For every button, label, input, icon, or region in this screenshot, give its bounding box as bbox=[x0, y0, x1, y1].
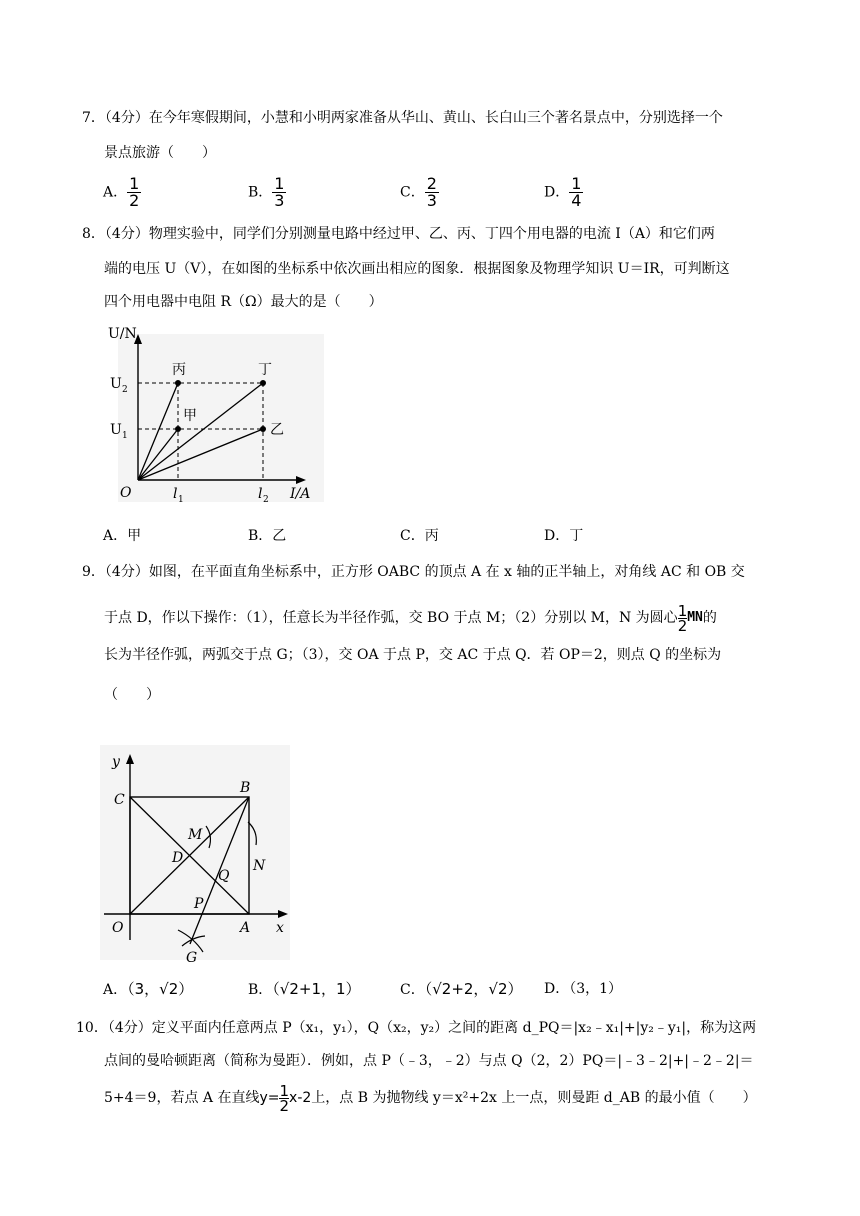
q7-option-a[interactable]: A． $\frac{1}{2}$ bbox=[103, 174, 140, 210]
q7-score: （4分） bbox=[104, 110, 149, 126]
q9-number: 9． bbox=[82, 564, 105, 580]
q8-y-axis-label: U/N bbox=[108, 326, 137, 342]
q10-line-1 bbox=[76, 1018, 756, 1038]
q9-label-a: A bbox=[240, 920, 251, 936]
q9-x-label: x bbox=[276, 920, 284, 936]
q8-origin-label: O bbox=[120, 485, 132, 501]
q8-option-a[interactable]: A．甲 bbox=[103, 528, 142, 544]
q10-half-fraction: $\frac{1}{2}$ bbox=[279, 1081, 290, 1115]
q8-i2-sub: 2 bbox=[263, 495, 269, 505]
q9-half-fraction: 1 2 bbox=[677, 601, 688, 635]
q7-option-c[interactable]: C． $\frac{2}{3}$ bbox=[400, 174, 437, 210]
q9-square-figure bbox=[100, 745, 300, 965]
q8-point-bing bbox=[175, 380, 181, 386]
q8-u1-label: U bbox=[110, 422, 122, 438]
q9-y-label: y bbox=[112, 754, 120, 770]
q9-label-o: O bbox=[112, 920, 124, 936]
q9-text-1: 如图，在平面直角坐标系中，正方形 OABC 的顶点 A 在 x 轴的正半轴上，对角线 AC 和 OB 交 bbox=[148, 564, 745, 580]
q8-jia-label: 甲 bbox=[183, 408, 197, 424]
q9-line-3: 长为半径作弧，两弧交于点 G；（3），交 OA 于点 P，交 AC 于点 Q．若 OP＝2，则点 Q 的坐标为 bbox=[104, 647, 722, 663]
q9-label-c: C bbox=[114, 792, 125, 808]
q8-u2-sub: 2 bbox=[122, 385, 128, 395]
q8-option-d[interactable]: D．丁 bbox=[544, 528, 584, 544]
q10-number: 10． bbox=[76, 1020, 108, 1036]
q8-yi-label: 乙 bbox=[270, 422, 284, 438]
q9-line-1 bbox=[82, 562, 745, 582]
q7-option-c-fraction: $\frac{2}{3}$ bbox=[426, 174, 437, 210]
q8-u2-label: U bbox=[110, 376, 122, 392]
q8-ui-graph bbox=[104, 322, 344, 510]
q10-line-3: 5+4＝9，若点 A 在直线 y= $\frac{1}{2}$ x-2 上，点 B 为抛物线 y＝x²+2x 上一点，则曼距 d_AB 的最小值（ ） bbox=[104, 1081, 757, 1115]
q7-option-b-fraction: $\frac{1}{3}$ bbox=[274, 174, 285, 210]
q8-score: （4分） bbox=[104, 226, 149, 242]
q7-option-d[interactable]: D． $\frac{1}{4}$ bbox=[544, 174, 582, 210]
q10-text-1: 定义平面内任意两点 P（x₁，y₁），Q（x₂，y₂）之间的距离 d_PQ＝|x₂﹣x₁|+|y₂﹣y₁|，称为这两 bbox=[151, 1020, 757, 1036]
q7-text-1: 在今年寒假期间，小慧和小明两家准备从华山、黄山、长白山三个著名景点中，分别选择一个 bbox=[148, 110, 723, 126]
q8-i1-label: l bbox=[173, 486, 178, 502]
q8-number: 8． bbox=[82, 226, 105, 242]
q8-point-jia bbox=[175, 426, 181, 432]
q7-option-b[interactable]: B． $\frac{1}{3}$ bbox=[248, 174, 285, 210]
q7-option-d-fraction: $\frac{1}{4}$ bbox=[571, 174, 582, 210]
q9-label-d: D bbox=[172, 850, 184, 866]
q9-label-q: Q bbox=[218, 868, 230, 884]
q8-x-axis-label: I/A bbox=[290, 486, 311, 502]
q8-line-2: 端的电压 U（V），在如图的坐标系中依次画出相应的图象．根据图象及物理学知识 U＝IR，可判断这 bbox=[104, 261, 730, 277]
q8-point-yi bbox=[260, 426, 266, 432]
q9-option-b[interactable]: B．（√2+1，1） bbox=[248, 980, 361, 998]
q9-label-g: G bbox=[186, 950, 198, 965]
q9-option-d[interactable]: D．（3，1） bbox=[544, 981, 623, 997]
q8-u1-sub: 1 bbox=[122, 431, 128, 441]
q9-label-b: B bbox=[240, 780, 251, 796]
q9-score: （4分） bbox=[104, 564, 149, 580]
q8-ding-label: 丁 bbox=[258, 362, 272, 378]
q7-line-1 bbox=[82, 108, 723, 128]
q8-i2-label: l bbox=[258, 486, 263, 502]
q7-option-a-fraction: $\frac{1}{2}$ bbox=[129, 174, 140, 210]
q8-option-b[interactable]: B．乙 bbox=[248, 528, 287, 544]
q9-label-p: P bbox=[194, 896, 204, 912]
q9-line-2: 于点 D，作以下操作：（1），任意长为半径作弧，交 BO 于点 M；（2）分别以 M，N 为圆心 1 2 MN 的 bbox=[104, 601, 717, 635]
q9-label-n: N bbox=[253, 858, 266, 874]
q9-line-4: （ ） bbox=[104, 687, 160, 703]
q7-number: 7． bbox=[82, 110, 105, 126]
q8-point-ding bbox=[260, 380, 266, 386]
q7-line-2: 景点旅游（ ） bbox=[104, 145, 216, 161]
q8-bing-label: 丙 bbox=[172, 362, 186, 378]
q9-option-c[interactable]: C．（√2+2，√2） bbox=[400, 980, 523, 998]
q8-i1-sub: 1 bbox=[178, 495, 184, 505]
q8-text-1: 物理实验中，同学们分别测量电路中经过甲、乙、丙、丁四个用电器的电流 I（A）和它们两 bbox=[148, 226, 715, 242]
q10-line-2: 点间的曼哈顿距离（简称为曼距）．例如，点 P（﹣3，﹣2）与点 Q（2，2）PQ＝|﹣3﹣2|+|﹣2﹣2|＝ bbox=[104, 1053, 754, 1069]
q9-option-a[interactable]: A．（3，√2） bbox=[103, 980, 194, 998]
q9-label-m: M bbox=[188, 827, 203, 843]
q8-line-1 bbox=[82, 224, 715, 244]
q8-option-c[interactable]: C．丙 bbox=[400, 528, 439, 544]
q8-line-3: 四个用电器中电阻 R（Ω）最大的是（ ） bbox=[104, 294, 383, 310]
q10-score: （4分） bbox=[107, 1020, 152, 1036]
